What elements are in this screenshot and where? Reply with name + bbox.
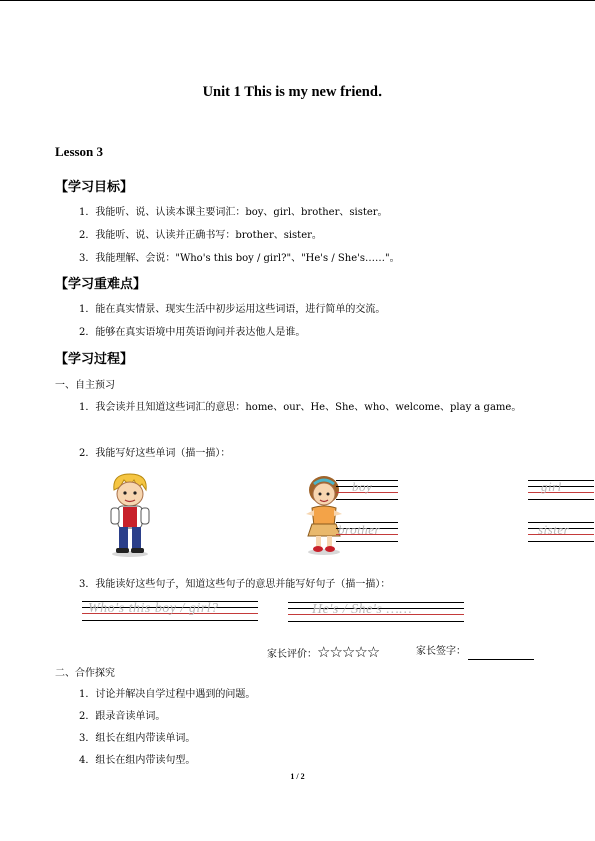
section-heading-goals: 【学习目标】 (55, 180, 134, 195)
rating-stars-icon[interactable]: ☆☆☆☆☆ (317, 643, 380, 661)
parent-eval-label: 家长评价： (267, 649, 317, 660)
trace-word-boy: boy (352, 479, 373, 494)
boy-illustration-icon (102, 472, 158, 558)
keypoint-item-2: 2．能够在真实语境中用英语询问并表达他人是谁。 (79, 327, 306, 338)
part1-heading: 一、自主预习 (55, 380, 115, 391)
page-top-rule (0, 0, 595, 1)
preview-item-2: 2．我能写好这些单词（描一描）： (79, 448, 231, 459)
cooperation-item-1: 1．讨论并解决自学过程中遇到的问题。 (79, 689, 256, 700)
trace-word-sister: sister (538, 522, 570, 537)
preview-item-1: 1．我会读并且知道这些词汇的意思：home、our、He、She、who、welcome、play a game。 (79, 402, 522, 413)
section-heading-keypoints: 【学习重难点】 (55, 277, 147, 292)
cooperation-item-2: 2．跟录音读单词。 (79, 711, 166, 722)
parent-sign-line[interactable] (468, 648, 534, 660)
page-number: 1 / 2 (290, 772, 305, 781)
unit-title: Unit 1 This is my new friend． (202, 84, 393, 100)
parent-sign-row (416, 644, 534, 660)
trace-word-girl: girl (541, 479, 562, 494)
goal-item-2: 2．我能听、说、认读并正确书写：brother、sister。 (79, 230, 322, 241)
parent-sign-label: 家长签字： (416, 646, 466, 657)
trace-sentence-2: He's / She's …… (312, 602, 413, 617)
lesson-heading: Lesson 3 (55, 144, 104, 159)
goal-item-3: 3．我能理解、会说："Who's this boy / girl?"、"He's / She's……"。 (79, 253, 400, 264)
goal-item-1: 1．我能听、说、认读本课主要词汇：boy、girl、brother、sister。 (79, 207, 388, 218)
trace-sentence-1: Who's this boy / girl? (88, 601, 219, 616)
preview-item-3: 3．我能读好这些句子，知道这些句子的意思并能写好句子（描一描）： (79, 579, 391, 590)
keypoint-item-1: 1．能在真实情景、现实生活中初步运用这些词语，进行简单的交流。 (79, 304, 386, 315)
cooperation-item-4: 4．组长在组内带读句型。 (79, 755, 196, 766)
cooperation-item-3: 3．组长在组内带读单词。 (79, 733, 196, 744)
section-heading-process: 【学习过程】 (55, 352, 134, 367)
part2-heading: 二、合作探究 (55, 668, 115, 679)
trace-word-brother: brother (338, 522, 381, 537)
parent-rating-row (267, 644, 379, 663)
